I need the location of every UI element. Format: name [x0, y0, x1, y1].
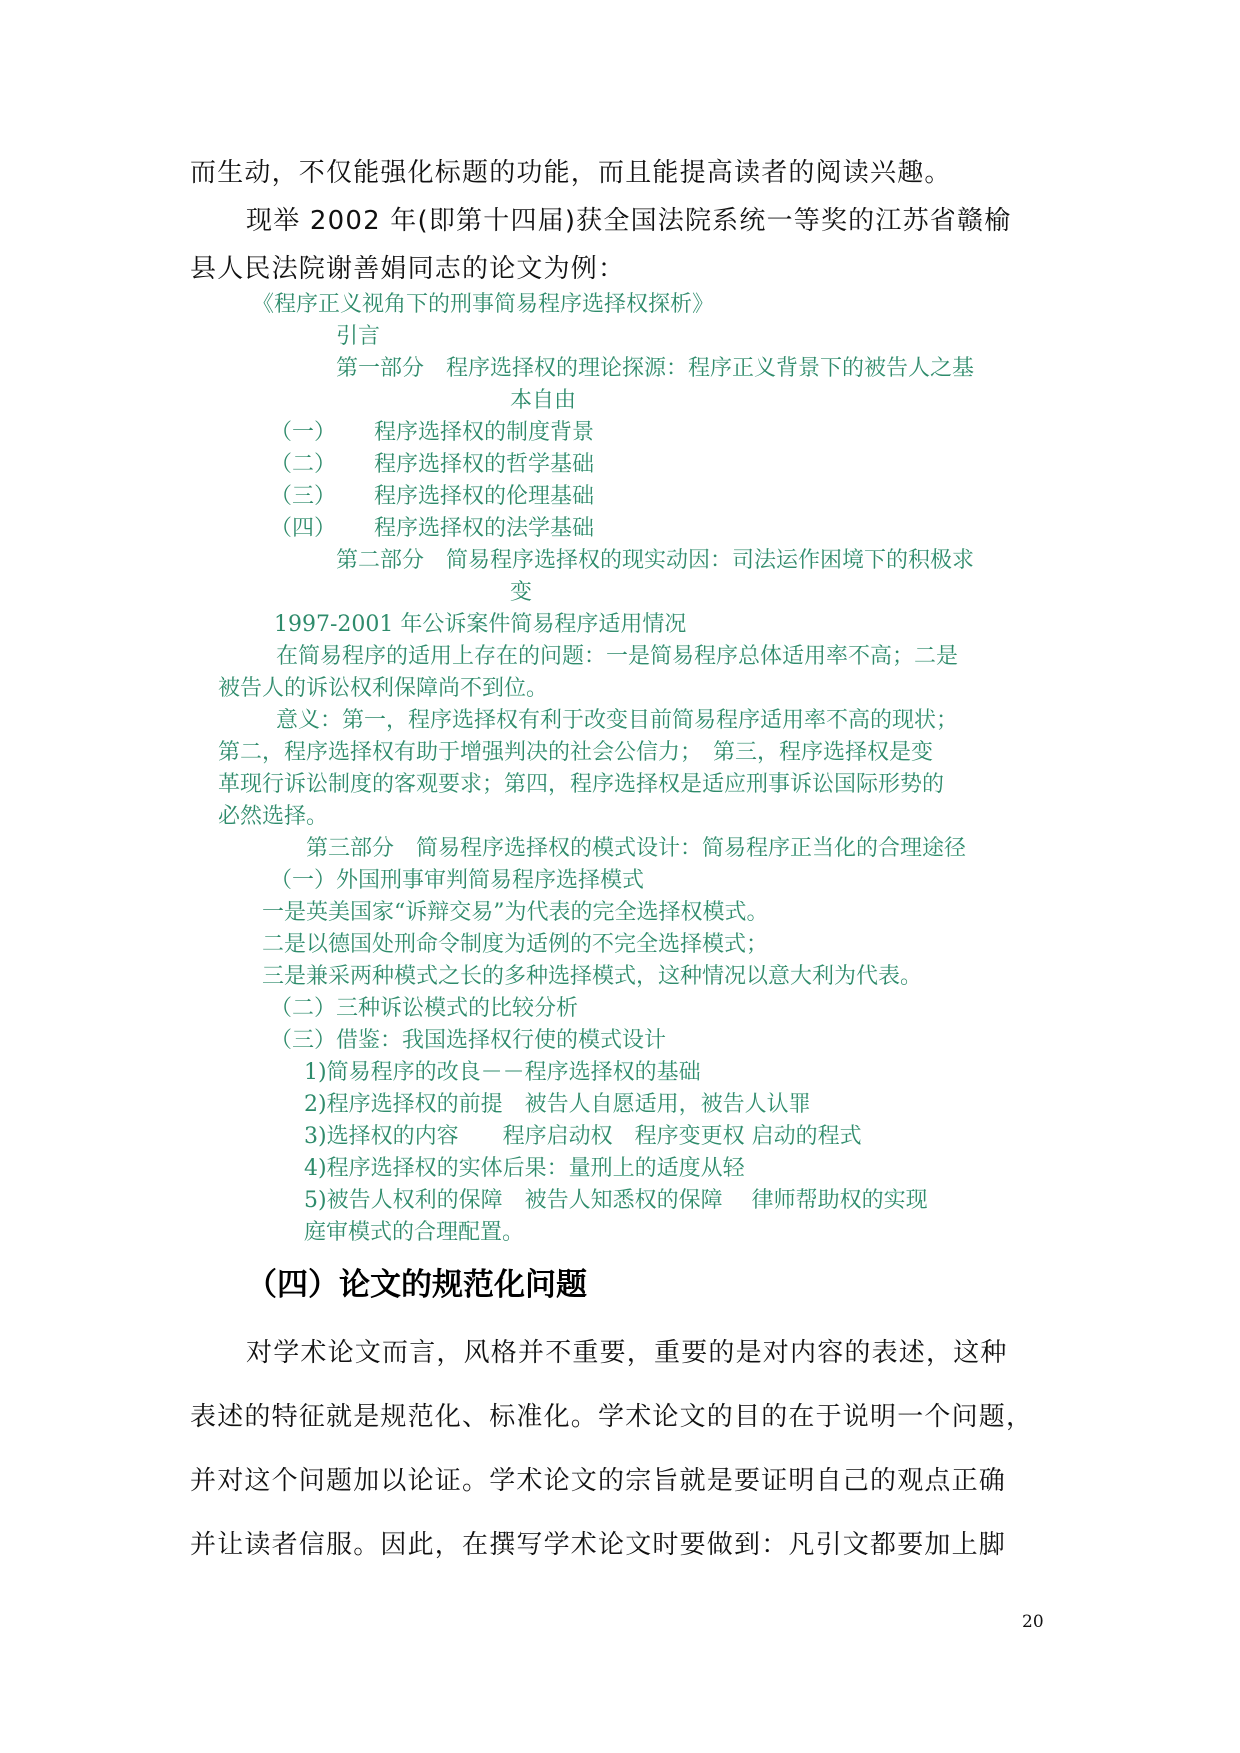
- outline-design2: 2)程序选择权的前提 被告人自愿适用，被告人认罪: [304, 1092, 811, 1117]
- list-item: 程序选择权的法学基础: [374, 516, 595, 541]
- outline-meaning-line4: 必然选择。: [218, 804, 329, 829]
- outline-part3-sub2: （二）三种诉讼模式的比较分析: [270, 996, 579, 1021]
- outline-meaning-line1: 意义：第一，程序选择权有利于改变目前简易程序适用率不高的现状；: [276, 708, 959, 733]
- outline-part2-line2: 变: [510, 580, 533, 605]
- list-item: 程序选择权的哲学基础: [374, 452, 595, 477]
- list-item-number: （三）: [270, 484, 337, 509]
- page-number: 20: [1022, 1612, 1044, 1632]
- list-item-number: （二）: [270, 452, 337, 477]
- outline-part1-line2: 本自由: [510, 388, 577, 413]
- section-para-line-1: 对学术论文而言，风格并不重要，重要的是对内容的表述，这种: [246, 1338, 1008, 1368]
- outline-stats: 1997-2001 年公诉案件简易程序适用情况: [274, 612, 687, 637]
- intro-line-3: 县人民法院谢善娟同志的论文为例：: [190, 254, 626, 284]
- outline-meaning-line2: 第二，程序选择权有助于增强判决的社会公信力； 第三，程序选择权是变: [218, 740, 934, 765]
- outline-meaning-line3: 革现行诉讼制度的客观要求；第四，程序选择权是适应刑事诉讼国际形势的: [218, 772, 945, 797]
- outline-part2-line1: 第二部分 简易程序选择权的现实动因：司法运作困境下的积极求: [336, 548, 975, 573]
- outline-mode2: 二是以德国处刑命令制度为适例的不完全选择模式；: [262, 932, 769, 957]
- intro-line-2: 现举 2002 年(即第十四届)获全国法院系统一等奖的江苏省赣榆: [246, 206, 1012, 236]
- list-item-number: （四）: [270, 516, 337, 541]
- outline-part3: 第三部分 简易程序选择权的模式设计：简易程序正当化的合理途径: [306, 836, 967, 861]
- outline-mode3: 三是兼采两种模式之长的多种选择模式，这种情况以意大利为代表。: [262, 964, 923, 989]
- outline-mode1: 一是英美国家“诉辩交易”为代表的完全选择权模式。: [262, 900, 769, 925]
- outline-design1: 1)简易程序的改良－－程序选择权的基础: [304, 1060, 701, 1085]
- intro-line-1: 而生动，不仅能强化标题的功能，而且能提高读者的阅读兴趣。: [190, 158, 952, 188]
- section-para-line-3: 并对这个问题加以论证。学术论文的宗旨就是要证明自己的观点正确: [190, 1466, 1007, 1496]
- section-heading: （四）论文的规范化问题: [246, 1267, 587, 1303]
- outline-problems-line1: 在简易程序的适用上存在的问题：一是简易程序总体适用率不高；二是: [276, 644, 959, 669]
- list-item: 程序选择权的制度背景: [374, 420, 595, 445]
- list-item: 程序选择权的伦理基础: [374, 484, 595, 509]
- outline-design5-line1: 5)被告人权利的保障 被告人知悉权的保障 律师帮助权的实现: [304, 1188, 928, 1213]
- section-para-line-4: 并让读者信服。因此，在撰写学术论文时要做到：凡引文都要加上脚: [190, 1530, 1007, 1560]
- outline-part3-sub3: （三）借鉴：我国选择权行使的模式设计: [270, 1028, 667, 1053]
- list-item-number: （一）: [270, 420, 337, 445]
- outline-part1-line1: 第一部分 程序选择权的理论探源：程序正义背景下的被告人之基: [336, 356, 975, 381]
- section-para-line-2: 表述的特征就是规范化、标准化。学术论文的目的在于说明一个问题，: [190, 1402, 1034, 1432]
- outline-design4: 4)程序选择权的实体后果：量刑上的适度从轻: [304, 1156, 745, 1181]
- outline-problems-line2: 被告人的诉讼权利保障尚不到位。: [218, 676, 549, 701]
- outline-preface: 引言: [336, 324, 381, 349]
- outline-part3-sub1: （一）外国刑事审判简易程序选择模式: [270, 868, 645, 893]
- outline-design5-line2: 庭审模式的合理配置。: [304, 1220, 525, 1245]
- outline-title: 《程序正义视角下的刑事简易程序选择权探析》: [252, 292, 715, 317]
- outline-design3: 3)选择权的内容 程序启动权 程序变更权 启动的程式: [304, 1124, 862, 1149]
